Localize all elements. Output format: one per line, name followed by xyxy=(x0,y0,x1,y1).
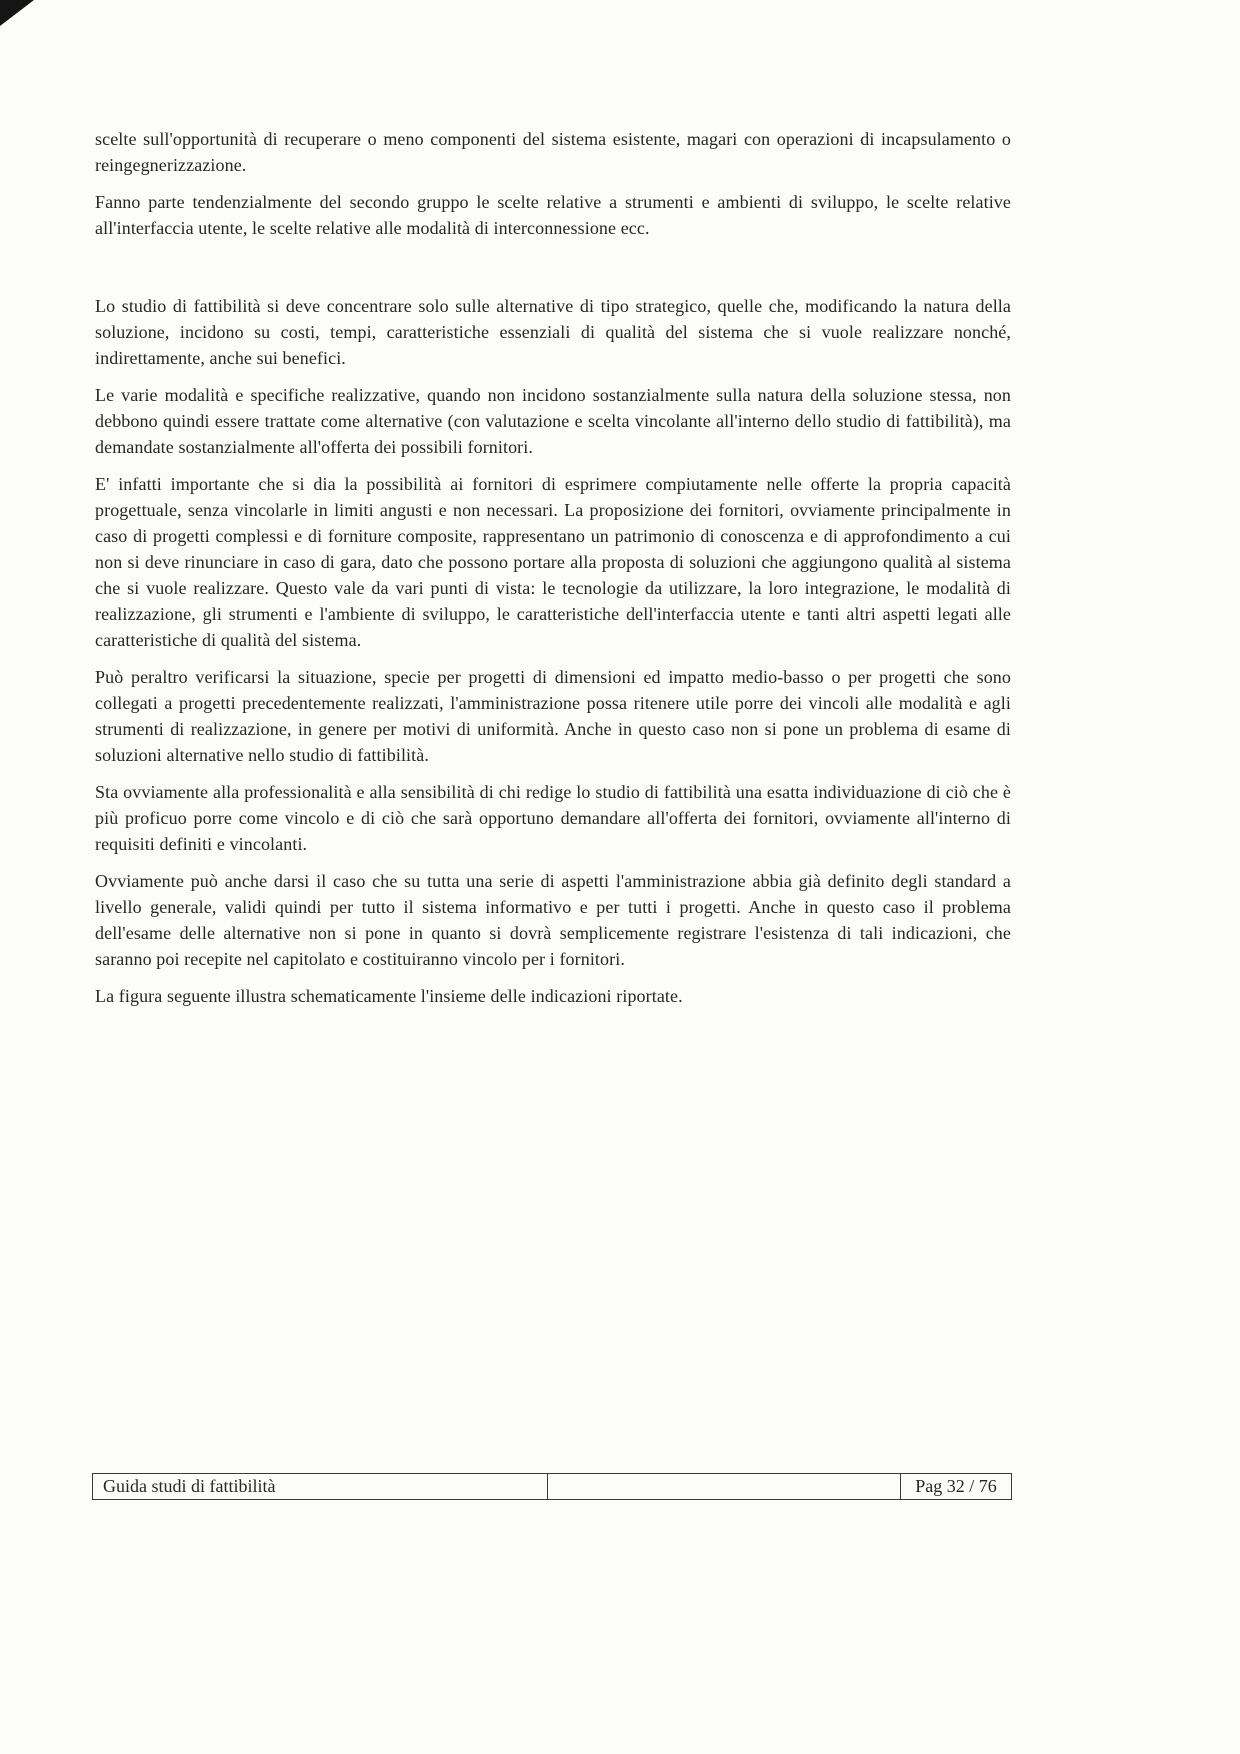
paragraph: Lo studio di fattibilità si deve concentrare solo sulle alternative di tipo strategico, quelle che, modificando la natura della soluzione, incidono su costi, tempi, caratteristiche essenziali di qualità del sistema che si vuole realizzare nonché, indirettamente, anche sui benefici. xyxy=(95,296,1011,368)
paragraph: La figura seguente illustra schematicamente l'insieme delle indicazioni riportate. xyxy=(95,986,683,1006)
paragraph: Sta ovviamente alla professionalità e alla sensibilità di chi redige lo studio di fattibilità una esatta individuazione di ciò che è più proficuo porre come vincolo e di ciò che sarà opportuno demandare all'offerta dei fornitori, ovviamente all'interno di requisiti definiti e vincolanti. xyxy=(95,782,1011,854)
document-body xyxy=(95,126,1011,1020)
footer-spacer xyxy=(548,1474,901,1499)
page-footer xyxy=(92,1473,1012,1500)
scan-corner-artifact xyxy=(0,0,34,26)
paragraph: E' infatti importante che si dia la possibilità ai fornitori di esprimere compiutamente nelle offerte la propria capacità progettuale, senza vincolarle in limiti angusti e non necessari. La proposizione dei fornitori, ovviamente principalmente in caso di progetti complessi e di forniture composite, rappresentano un patrimonio di conoscenza e di approfondimento a cui non si deve rinunciare in caso di gara, dato che possono portare alla proposta di soluzioni che aggiungono qualità al sistema che si vuole realizzare. Questo vale da vari punti di vista: le tecnologie da utilizzare, la loro integrazione, le modalità di realizzazione, gli strumenti e l'ambiente di sviluppo, le caratteristiche dell'interfaccia utente e tanti altri aspetti legati alle caratteristiche di qualità del sistema. xyxy=(95,474,1011,650)
paragraph: Fanno parte tendenzialmente del secondo gruppo le scelte relative a strumenti e ambienti di sviluppo, le scelte relative all'interfaccia utente, le scelte relative alle modalità di interconnessione ecc. xyxy=(95,192,1011,238)
footer-page-number: Pag 32 / 76 xyxy=(915,1476,997,1496)
paragraph: Le varie modalità e specifiche realizzative, quando non incidono sostanzialmente sulla natura della soluzione stessa, non debbono quindi essere trattate come alternative (con valutazione e scelta vincolante all'interno dello studio di fattibilità), ma demandate sostanzialmente all'offerta dei possibili fornitori. xyxy=(95,385,1011,457)
paragraph: Può peraltro verificarsi la situazione, specie per progetti di dimensioni ed impatto medio-basso o per progetti che sono collegati a progetti precedentemente realizzati, l'amministrazione possa ritenere utile porre dei vincoli alle modalità e agli strumenti di realizzazione, in genere per motivi di uniformità. Anche in questo caso non si pone un problema di esame di soluzioni alternative nello studio di fattibilità. xyxy=(95,667,1011,765)
footer-doc-title: Guida studi di fattibilità xyxy=(93,1474,548,1499)
paragraph: Ovviamente può anche darsi il caso che su tutta una serie di aspetti l'amministrazione abbia già definito degli standard a livello generale, validi quindi per tutto il sistema informativo e per tutti i progetti. Anche in questo caso il problema dell'esame delle alternative non si pone in quanto si dovrà semplicemente registrare l'esistenza di tali indicazioni, che saranno poi recepite nel capitolato e costituiranno vincolo per i fornitori. xyxy=(95,871,1011,969)
paragraph: scelte sull'opportunità di recuperare o meno componenti del sistema esistente, magari con operazioni di incapsulamento o reingegnerizzazione. xyxy=(95,129,1011,175)
